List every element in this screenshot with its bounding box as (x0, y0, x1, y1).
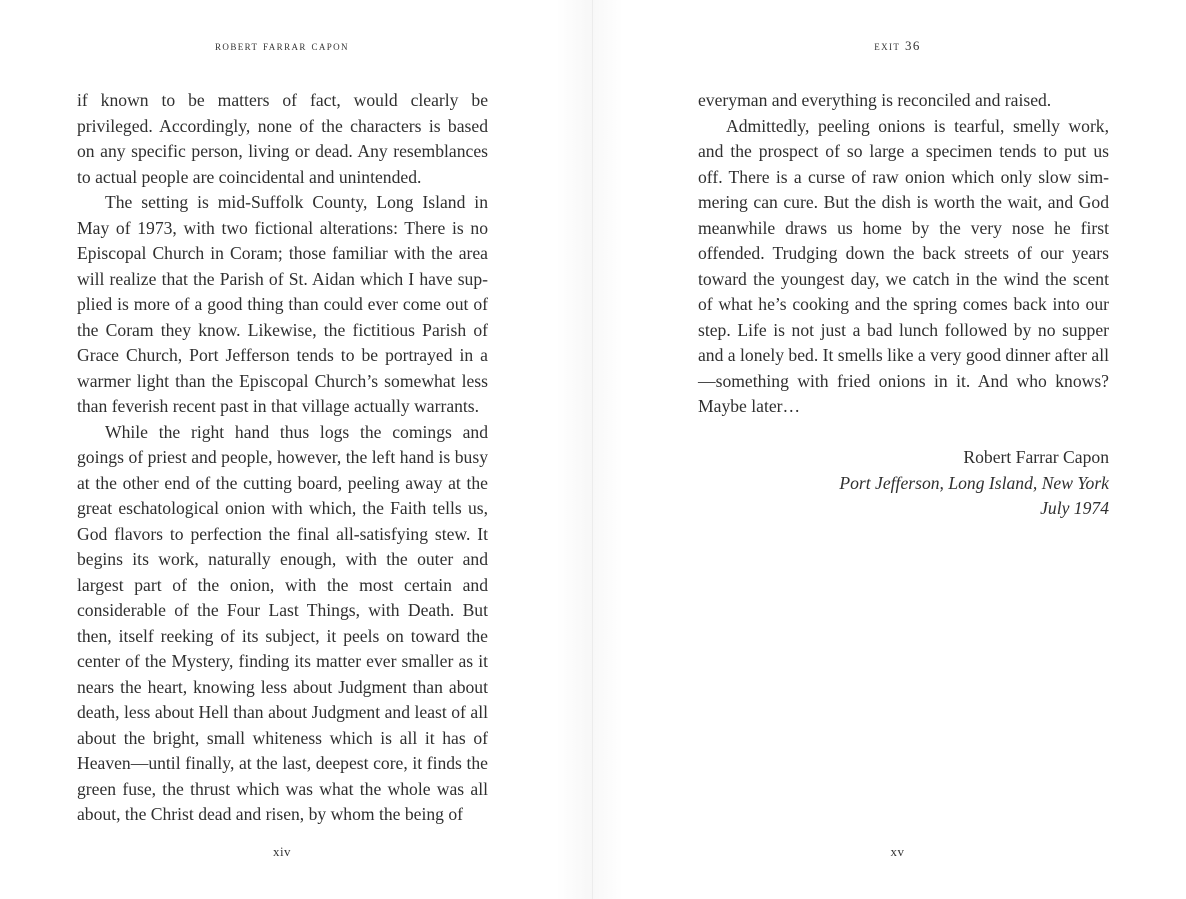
running-head-title: exit 36 (874, 38, 921, 53)
paragraph: While the right hand thus logs the comings and goings of priest and people, however, the left hand is busy at the other end of the cutting board, peeling away at the great eschatological onion with which, the Faith tells us, God flavors to perfection the final all-satisfying stew. It begins its work, naturally enough, with the outer and largest part of the onion, with the most certain and considerable of the Four Last Things, with Death. But then, itself reeking of its subject, it peels on toward the center of the Mystery, finding its matter ever smaller as it nears the heart, knowing less about Judgment than about death, less about Hell than about Judgment and least of all about the bright, small whiteness which is all it has of Heaven—until finally, at the last, deepest core, it finds the green fuse, the thrust which was what the whole was all about, the Christ dead and risen, by whom the being of (77, 421, 488, 824)
right-page (593, 0, 1186, 899)
signature-date: July 1974 (1040, 498, 1109, 518)
left-text-block (77, 88, 488, 828)
author-signature: Robert Farrar Capon (963, 447, 1109, 467)
paragraph: The setting is mid-Suffolk County, Long Island in May of 1973, with two fictional alterations: There is no Episcopal Church in Coram; those familiar with the area will realize that the Parish of St. Aidan which I have supplied is more of a good thing than could ever come out of the Coram they know. Likewise, the fictitious Parish of Grace Church, Port Jefferson tends to be portrayed in a warmer light than the Episcopal Church’s somewhat less than feverish recent past in that village actually warrants. (77, 192, 488, 416)
running-head-author: robert farrar capon (215, 38, 349, 53)
signature-place: Port Jefferson, Long Island, New York (839, 472, 1109, 493)
paragraph: Admittedly, peeling onions is tearful, smelly work, and the prospect of so large a specimen tends to put us off. There is a curse of raw onion which only slow simmering can cure. But the dish is worth the wait, and God meanwhile draws us home by the very nose he first offended. Trudging down the back streets of our years toward the youngest day, we catch in the wind the scent of what he’s cooking and the spring comes back into our step. Life is not just a bad lunch followed by no supper and a lonely bed. It smells like a very good dinner after all—something with fried onions in it. And who knows? Maybe later… (698, 115, 1109, 416)
page-number: xv (890, 844, 905, 859)
paragraph: if known to be matters of fact, would clearly be privileged. Accordingly, none of the characters is based on any specific person, living or dead. Any resemblances to actual people are coincidental and unintended. (77, 90, 488, 187)
right-text-block (698, 88, 1109, 522)
paragraph: everyman and everything is reconciled and raised. (698, 90, 1052, 110)
signature-block (698, 445, 1109, 522)
page-number: xiv (272, 844, 292, 859)
